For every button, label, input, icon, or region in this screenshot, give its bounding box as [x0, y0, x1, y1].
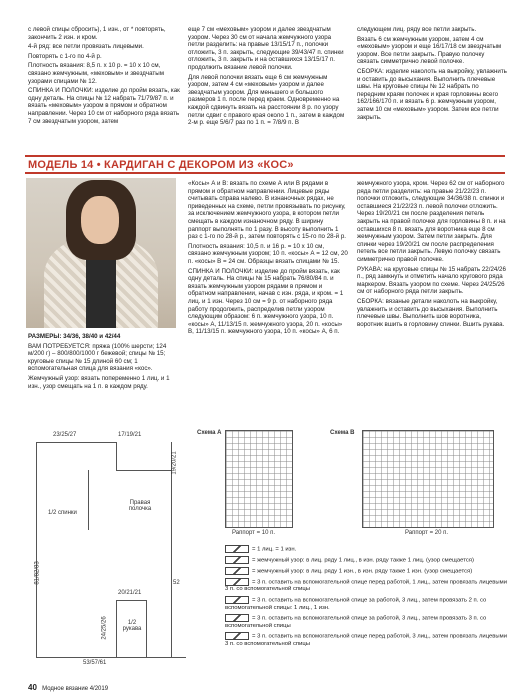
side-dim: 52	[173, 580, 180, 586]
garment-schematic	[28, 430, 193, 675]
side-dim: 19/20/21	[171, 451, 178, 475]
text-block: 4-й ряд: все петли провязать лицевыми.	[28, 43, 144, 51]
cable-icon	[225, 596, 249, 604]
inner-top-shape	[86, 248, 116, 328]
sizes: РАЗМЕРЫ: 34/36, 38/40 и 42/44	[28, 333, 121, 340]
top-col-3	[357, 26, 507, 123]
text-block: жемчужного узора, кром. Через 62 см от наборного ряда петли разделить: на правые 21/22/23 п. полочки отложить, следующие 34/36/38 п. спинки и оставшиеся 21/22/23 п. левой полочки отложить. Через 19/20/21 см после разделения петель закрыть на правой полочке для горловины 8 п. и на оставшихся 8 п. вязать для воротника еще 8 см жемчужным узором. Затем петли закрыть. Для спинки через 19/20/21 см после распределения петель все петли закрыть. Левую полочку связать симметрично правой полочке.	[357, 180, 506, 263]
schema-b-label: Схема В	[330, 430, 355, 436]
right-col	[357, 180, 507, 330]
model-title: МОДЕЛЬ 14 • КАРДИГАН С ДЕКОРОМ ИЗ «КОС»	[28, 159, 294, 171]
schema-b-rapport: Раппорт = 20 п.	[405, 530, 449, 536]
text-block: с левой спицы сбросить), 1 изн., от * повторять, закончить 2 изн. и кром.	[28, 26, 166, 41]
top-dim: 23/25/27	[53, 432, 77, 438]
left-col	[28, 333, 178, 392]
text-block: еще 7 см «меховым» узором и далее звездчатым узором. Через 30 см от начала жемчужного узора петли разделить: на правые 13/15/17 п., полочки отложить, 3 п. закрыть, следующие 39/43/47 п. спинки отложить, 3 п. закрыть и на оставшихся 13/15/17 п. продолжить вязание левой полочки.	[188, 26, 344, 71]
magazine-name: Модное вязание 4/2019	[42, 686, 109, 692]
model-photo	[26, 178, 176, 328]
page-footer	[28, 683, 108, 692]
top-col-2	[188, 26, 348, 129]
materials: ВАМ ПОТРЕБУЕТСЯ: пряжа (100% шерсти; 124 м/200 г) – 800/800/1000 г бежевой; спицы № 15; круговые спицы № 15 длиной 60 см; 1 вспомогательная спица для вязания «кос».	[28, 342, 167, 373]
side-dim: 81/82/83	[34, 561, 41, 585]
assembly: СБОРКА: вязаные детали наколоть на выкройку, увлажнить и оставить до высыхания. Выполнить плечевые швы. Выполнить шов воротника, воротник вшить в горловину спинки. Вшить рукава.	[357, 297, 505, 328]
text-block: Для левой полочки вязать еще 6 см жемчужным узором, затем 4 см «меховым» узором и далее звездчатым узором. Для меньшего и большого размеров 1 п. после перед краем. Одновременно на каждой сдвинуть вязать на расстоянии 8 р. по узору петли сдвиг с правого края около 1 п., затем в каждом 2-м р. еще 5/6/7 раз по 1 п. = 7/8/9 п. В	[188, 73, 345, 127]
legend-item: = жемчужный узор: в лиц. ряду 1 изн., в изн. ряду также 1 изн. (узор смещается)	[225, 567, 510, 576]
pearl-pattern: Жемчужный узор: вязать попеременно 1 лиц. и 1 изн., узор смещать на 1 п. в каждом ряду.	[28, 374, 170, 390]
schema-a-label: Схема А	[197, 430, 222, 436]
schema-b-chart	[362, 430, 494, 528]
text-block: «Косы» А и В: вязать по схеме А или В рядами в прямом и обратном направлении. Лицевые ряды считывать справа налево. В изнаночных рядах, не приведенных на схеме, петли провязывать по рисунку, за исключением жемчужного узора, в котором петли смещать в каждом изнаночном ряду. В ширину раппорт выполнять по 1 разу. В высоту выполнить 1 раз с 1-го по 28-й р., затем повторять с 15-го по 28-й р.	[188, 180, 346, 241]
text-block: Повторять с 1-го по 4-й р.	[28, 52, 102, 60]
stitch-icon	[225, 567, 249, 575]
page-number: 40	[28, 683, 37, 692]
legend-item: = 3 п. оставить на вспомогательной спице перед работой, 1 лиц., затем провязать лицевыми 3 п. со вспомогательной спицы	[225, 579, 507, 593]
sleeve-dim: 24/25/26	[101, 616, 108, 640]
text-block: следующем лиц. ряду все петли закрыть.	[357, 26, 477, 33]
stitch-icon	[225, 545, 249, 553]
text-block: СБОРКА: изделие наколоть на выкройку, увлажнить и оставить до высыхания. Выполнить плечевые швы. На круговые спицы № 12 набрать по передним краям полочек и края горловины всего 162/166/170 п. и вязать 6 р. жемчужным узором, затем 10 см «меховым» узором. Затем все петли закрыть.	[357, 67, 507, 121]
legend-item: = 1 лиц. = 1 изн.	[225, 545, 510, 554]
legend-item: = 3 п. оставить на вспомогательной спице за работой, 3 лиц., затем провязать 3 п. со вспомогательной спицы	[225, 615, 487, 629]
legend	[225, 545, 510, 650]
top-col-1	[28, 26, 180, 127]
bottom-dim: 53/57/61	[83, 660, 107, 666]
face-shape	[81, 196, 119, 244]
section-divider	[25, 172, 505, 174]
text-block: Плотность вязания: 10,5 п. и 16 р. = 10 х 10 см, связано жемчужным узором; 10 п. «косы» А = 12 см, 20 п. «косы» В = 24 см. Образцы вязать спицами № 15.	[188, 242, 348, 265]
stitch-icon	[225, 556, 249, 564]
text-block: Вязать 6 см жемчужным узором, затем 4 см «меховым» узором и еще 16/17/18 см звездчатым узором. Все петли закрыть. Правую полочку связать симметрично левой полочке.	[357, 35, 502, 66]
legend-item: = 3 п. оставить на вспомогательной спице перед работой, 3 лиц., затем провязать лицевыми 3 п. со вспомогательной спицы	[225, 633, 507, 647]
schema-a-rapport: Раппорт = 10 п.	[232, 530, 276, 536]
sleeve-label: 1/2 рукава	[122, 620, 142, 632]
section-divider	[25, 155, 505, 157]
legend-item: = 3 п. оставить на вспомогательной спице за работой, 3 лиц., затем провязать 2 п. со вспомогательной спицы: 1 лиц., 1 изн.	[225, 597, 487, 611]
back-label: 1/2 спинки	[48, 510, 77, 516]
cable-icon	[225, 632, 249, 640]
legend-item: = жемчужный узор: в лиц. ряду 1 лиц., в изн. ряду также 1 лиц. (узор смещается)	[225, 556, 510, 565]
sleeves: РУКАВА: на круговые спицы № 15 набрать 22/24/26 п., ряд замкнуть и отметить начало кругового ряда маркером. Вязать узором по схеме. Через 24/25/26 см от наборного ряда петли закрыть.	[357, 265, 506, 296]
cable-icon	[225, 614, 249, 622]
front-label: Правая полочка	[128, 500, 152, 512]
text-block: СПИНКА И ПОЛОЧКИ: изделие до пройм вязать, как одну деталь. На спицы № 12 набрать 71/79/87 п. и вязать «меховым» узором в прямом и обратном направлении. Через 10 см от наборного ряда вязать 7 см звездчатым узором, затем	[28, 87, 180, 125]
text-block: СПИНКА И ПОЛОЧКИ: изделие до пройм вязать, как одну деталь. На спицы № 15 набрать 76/80/84 п. и вязать жемчужным узором рядами в прямом и обратном направлении, начав с изн. ряда, и кром. = 1 лиц. и 1 изн. Через 10 см = 9 р. от наборного ряда работу продолжить, распределив петли узором следующим образом: 6 п. жемчужного узора, 10 п. «косы» А, 11/13/15 п. жемчужного узора, 20 п. «косы» В, 11/13/15 п. жемчужного узора, 10 п. «косы» А, 6 п.	[188, 267, 344, 336]
top-dim: 17/19/21	[118, 432, 142, 438]
cable-icon	[225, 578, 249, 586]
schema-a-chart	[225, 430, 293, 528]
sleeve-dim: 20/21/21	[118, 590, 142, 596]
text-block: Плотность вязания: 8,5 п. х 10 р. = 10 х 10 см, связано жемчужным, «меховым» и звездчатым узорами спицами № 12.	[28, 62, 164, 85]
mid-col	[188, 180, 348, 338]
